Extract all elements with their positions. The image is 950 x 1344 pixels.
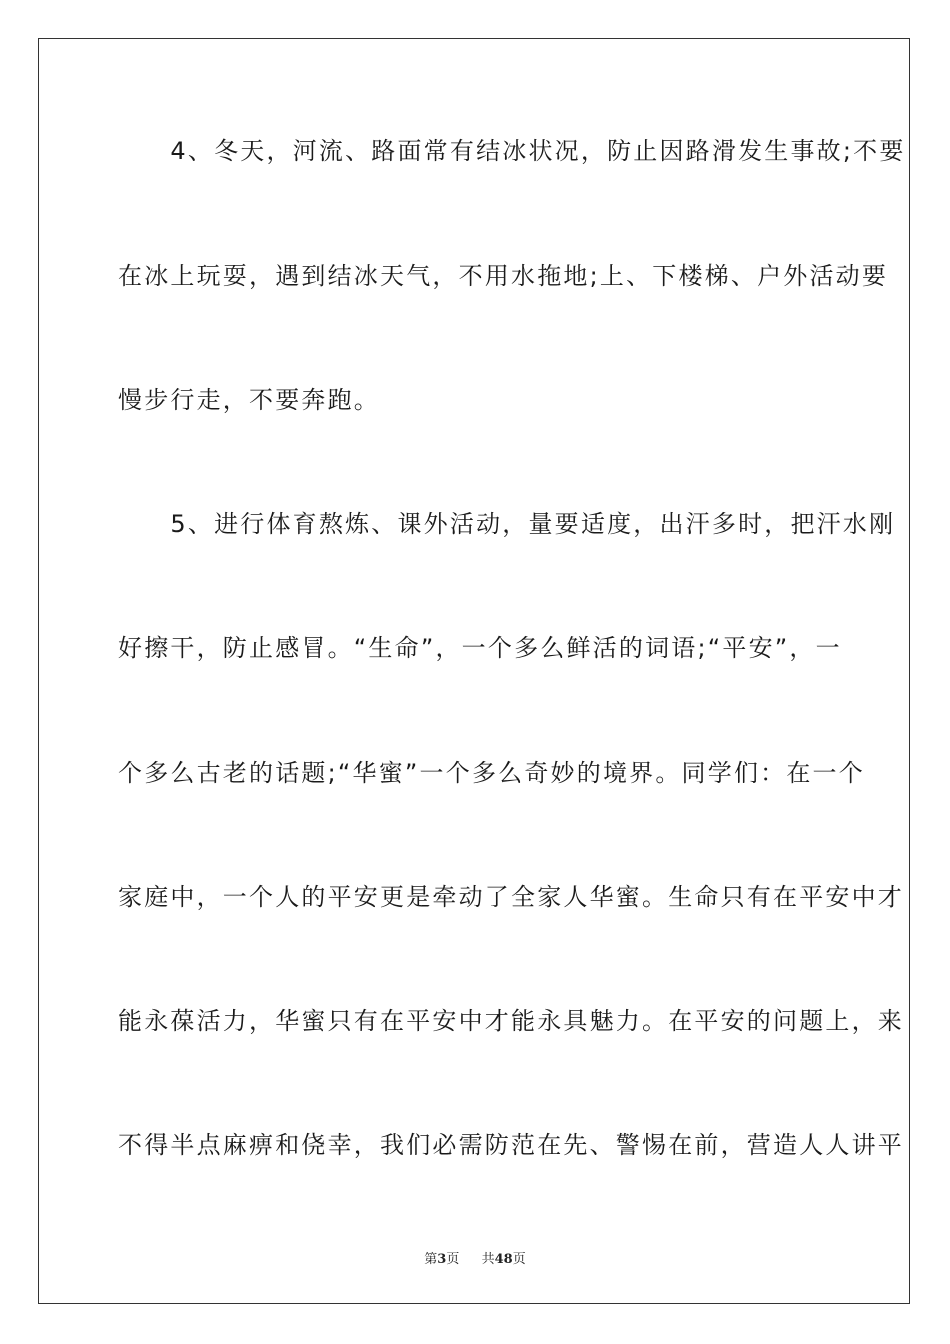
text-line-2: 在冰上玩耍，遇到结冰天气，不用水拖地;上、下楼梯、户外活动要 bbox=[118, 262, 889, 290]
total-pages: 48 bbox=[494, 1252, 513, 1267]
page-suffix: 页 bbox=[446, 1252, 460, 1267]
text-line-1: 4、冬天，河流、路面常有结冰状况，防止因路滑发生事故;不要 bbox=[118, 137, 906, 165]
text-line-5: 好擦干，防止感冒。“生命”，一个多么鲜活的词语;“平安”，一 bbox=[118, 634, 842, 662]
page-footer bbox=[0, 1248, 950, 1267]
total-prefix: 共 bbox=[481, 1252, 495, 1267]
text-line-6: 个多么古老的话题;“华蜜”一个多么奇妙的境界。同学们：在一个 bbox=[118, 759, 865, 787]
text-line-3: 慢步行走，不要奔跑。 bbox=[118, 386, 380, 414]
page-prefix: 第 bbox=[424, 1252, 438, 1267]
text-line-8: 能永葆活力，华蜜只有在平安中才能永具魅力。在平安的问题上，来 bbox=[118, 1007, 904, 1035]
page-number: 3 bbox=[437, 1252, 447, 1267]
page-border bbox=[38, 38, 910, 1304]
total-suffix: 页 bbox=[512, 1252, 526, 1267]
text-line-7: 家庭中，一个人的平安更是牵动了全家人华蜜。生命只有在平安中才 bbox=[118, 883, 904, 911]
text-line-9: 不得半点麻痹和侥幸，我们必需防范在先、警惕在前，营造人人讲平 bbox=[118, 1131, 904, 1159]
text-line-4: 5、进行体育熬炼、课外活动，量要适度，出汗多时，把汗水刚 bbox=[118, 510, 896, 538]
